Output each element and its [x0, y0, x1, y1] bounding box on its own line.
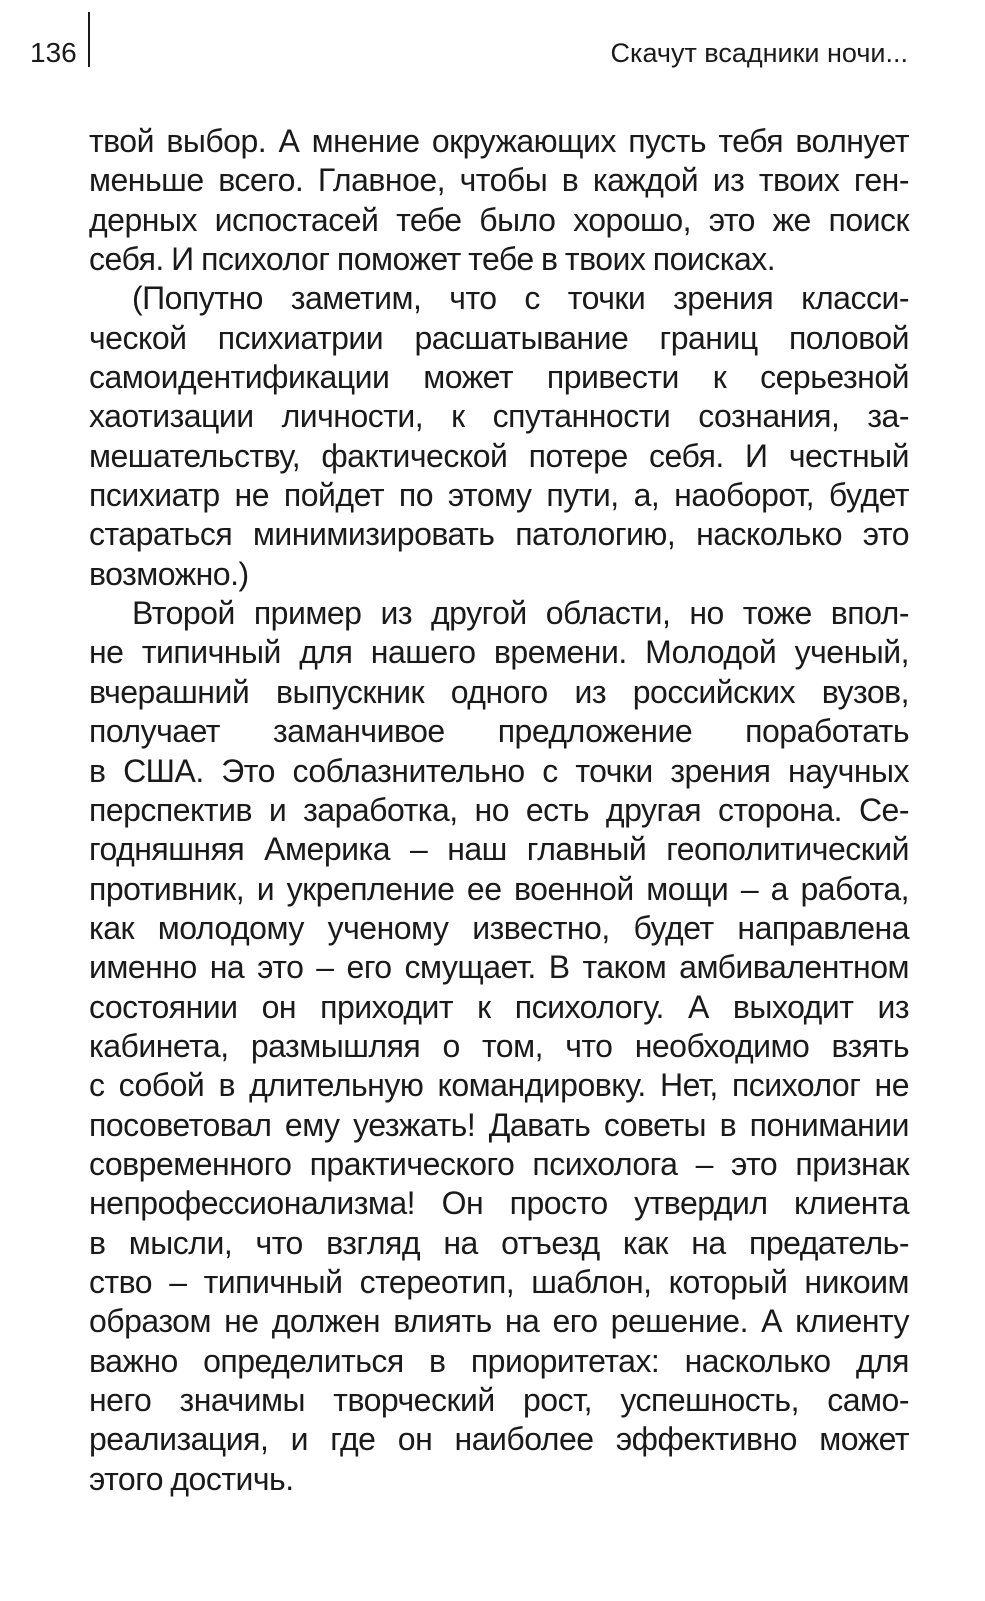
text-line: в США. Это соблазнительно с точки зрения научных — [89, 752, 909, 789]
text-line: стараться минимизировать патологию, насколько это — [89, 516, 909, 553]
text-line: самоидентификации может привести к серьезной — [89, 359, 909, 396]
text-line: с собой в длительную командировку. Нет, психолог не — [89, 1067, 909, 1104]
text-line: состоянии он приходит к психологу. А выходит из — [89, 988, 909, 1025]
text-line: посоветовал ему уезжать! Давать советы в понимании — [89, 1106, 909, 1143]
text-line: возможно.) — [89, 555, 249, 592]
paragraph — [89, 594, 909, 1499]
text-line: образом не должен влиять на его решение. А клиенту — [89, 1303, 909, 1340]
paragraph — [89, 279, 909, 594]
text-line: важно определиться в приоритетах: насколько для — [89, 1342, 909, 1379]
text-line: себя. И психолог поможет тебе в твоих поисках. — [89, 241, 776, 278]
text-line: этого достичь. — [89, 1460, 294, 1497]
text-line: получает заманчивое предложение поработать — [89, 713, 909, 750]
text-line: хаотизации личности, к спутанности сознания, за- — [89, 398, 909, 435]
text-line: меньше всего. Главное, чтобы в каждой из твоих ген- — [89, 162, 909, 199]
text-line: именно на это – его смущает. В таком амбивалентном — [89, 949, 909, 986]
text-line: современного практического психолога – это признак — [89, 1145, 909, 1182]
text-line: психиатр не пойдет по этому пути, а, наоборот, будет — [89, 477, 909, 514]
text-line: твой выбор. А мнение окружающих пусть тебя волнует — [89, 123, 909, 159]
text-line: годняшняя Америка – наш главный геополитический — [89, 831, 909, 868]
text-line: (Попутно заметим, что с точки зрения класси- — [132, 280, 909, 317]
page-header — [0, 0, 985, 80]
text-line: реализация, и где он наиболее эффективно может — [89, 1421, 909, 1458]
text-line: ство – типичный стереотип, шаблон, который никоим — [89, 1263, 909, 1300]
text-line: противник, и укрепление ее военной мощи – а работа, — [89, 870, 909, 907]
text-line: не типичный для нашего времени. Молодой ученый, — [89, 634, 909, 671]
text-line: в мысли, что взгляд на отъезд как на предатель- — [89, 1224, 909, 1261]
page-number: 136 — [30, 37, 77, 68]
text-line: него значимы творческий рост, успешность, само- — [89, 1382, 909, 1418]
text-line: Второй пример из другой области, но тоже впол- — [132, 595, 909, 632]
running-title: Скачут всадники ночи... — [610, 38, 908, 68]
text-line: непрофессионализма! Он просто утвердил клиента — [89, 1185, 909, 1222]
text-line: вчерашний выпускник одного из российских вузов, — [89, 673, 909, 710]
header-divider — [88, 12, 90, 67]
text-line: как молодому ученому известно, будет направлена — [89, 909, 909, 946]
text-line: дерных испостасей тебе было хорошо, это же поиск — [89, 201, 909, 238]
book-text — [89, 122, 909, 1499]
text-line: ческой психиатрии расшатывание границ половой — [89, 319, 909, 356]
paragraph — [89, 122, 909, 279]
text-line: кабинета, размышляя о том, что необходимо взять — [89, 1027, 909, 1064]
text-line: перспектив и заработка, но есть другая сторона. Се- — [89, 791, 909, 828]
text-line: мешательству, фактической потере себя. И честный — [89, 437, 909, 474]
